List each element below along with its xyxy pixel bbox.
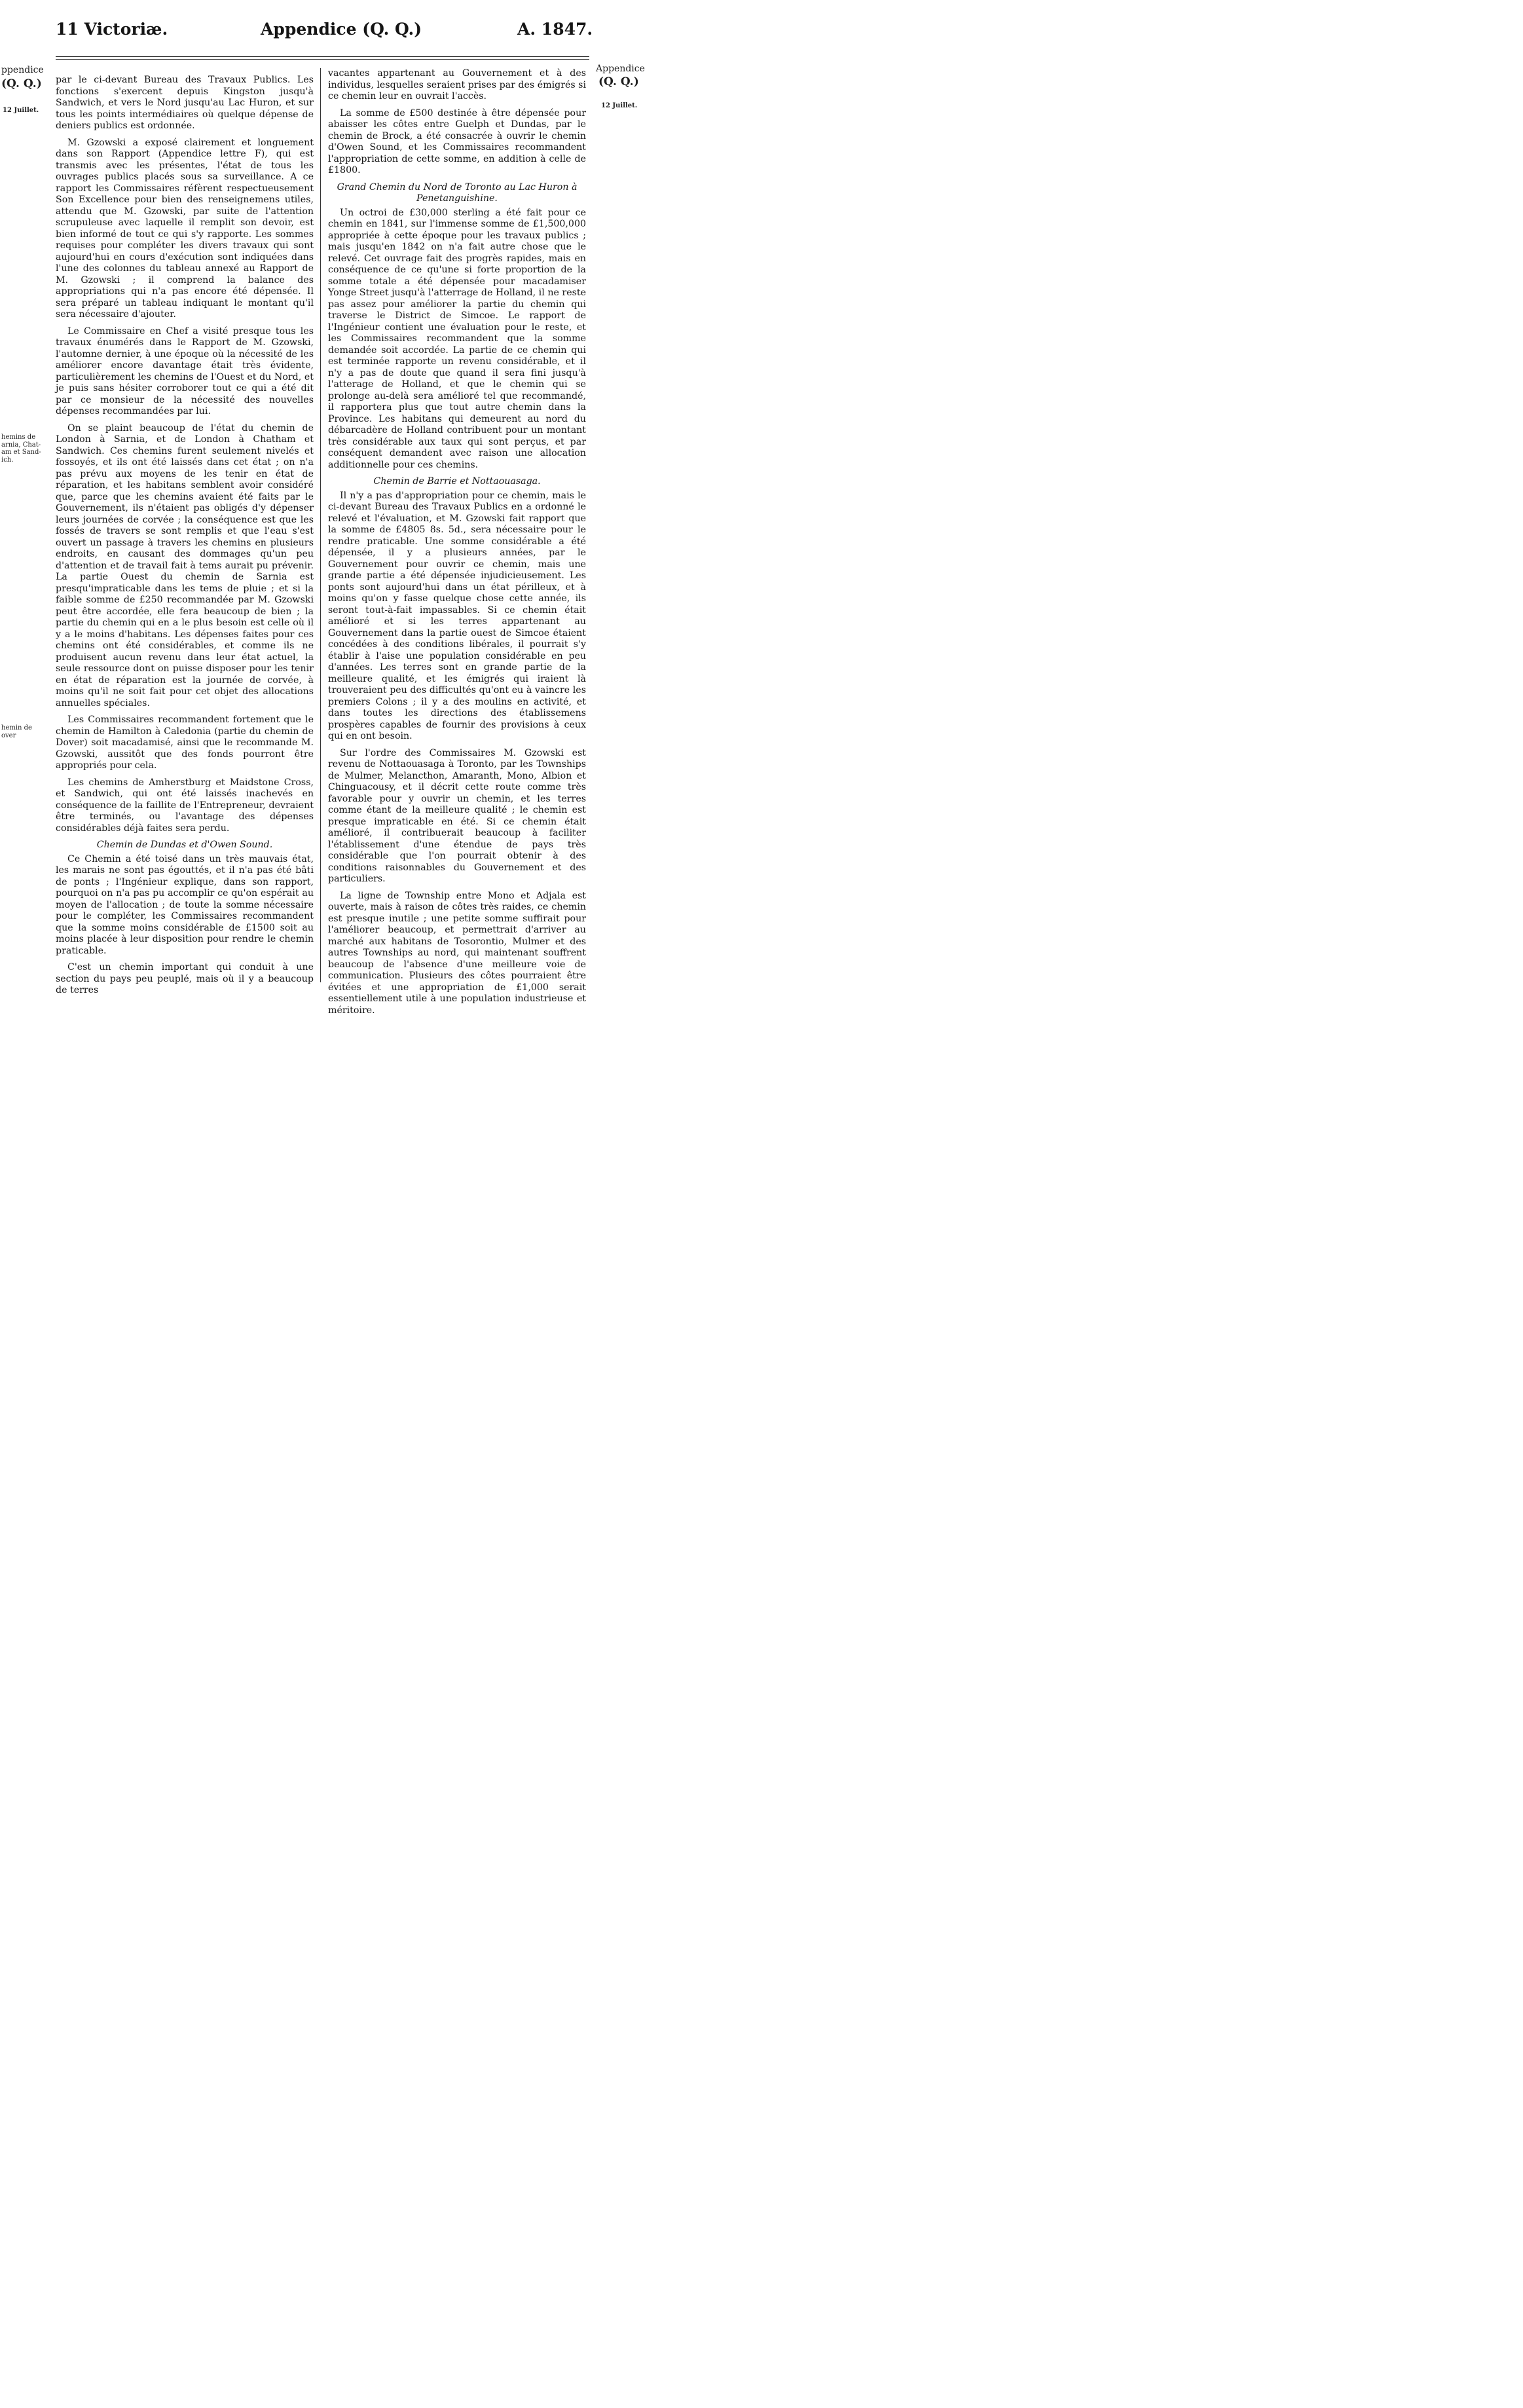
section-heading: Chemin de Dundas et d'Owen Sound. bbox=[96, 840, 273, 850]
paragraph: vacantes appartenant au Gouvernement et à des individus, lesquelles seraient prises par des émigrés si ce chemin leur en ouvrait l'accès. bbox=[328, 68, 586, 102]
left-column bbox=[56, 75, 314, 1002]
header-rule-top bbox=[56, 56, 589, 57]
paragraph: Sur l'ordre des Commissaires M. Gzowski est revenu de Nottaouasaga à Toronto, par les Townships de Mulmer, Melancthon, Amaranth, Mono, Albion et Chinguacousy, et il décrit cette route comme très favorable pour y ouvrir un chemin, et les terres comme étant de la meilleure qualité ; le chemin est presque impraticable en été. Si ce chemin était amélioré, il contribuerait beaucoup à faciliter l'établissement d'une étendue de pays très considérable que l'on pourrait obtenir à des conditions raisonnables du Gouvernement et des particuliers. bbox=[328, 747, 586, 884]
header-rule-bottom bbox=[56, 59, 589, 60]
margin-appendice-right: Appendice bbox=[596, 64, 645, 74]
paragraph: La somme de £500 destinée à être dépensée pour abaisser les côtes entre Guelph et Dundas, par le chemin de Brock, a été consacrée à ouvrir le chemin d'Owen Sound, et les Commissaires recommandent l'appropriation de cette somme, en addition à celle de £1800. bbox=[328, 107, 586, 176]
paragraph: Le Commissaire en Chef a visité presque tous les travaux énumérés dans le Rapport de M. Gzowski, l'automne dernier, à une époque où la nécessité de les améliorer encore davantage était très évidente, particulièrement les chemins de l'Ouest et du Nord, et je puis sans hésiter corroborer tout ce qui a été dit par ce monsieur de la nécessité des nouvelles dépenses recommandées par lui. bbox=[56, 325, 314, 417]
header-session: 11 Victoriæ. bbox=[56, 20, 168, 39]
paragraph: Ce Chemin a été toisé dans un très mauvais état, les marais ne sont pas égouttés, et il n'a pas été bâti de ponts ; l'Ingénieur explique, dans son rapport, pourquoi on n'a pas pu accomplir ce qu'on espérait au moyen de l'allocation ; de toute la somme nécessaire pour le compléter, les Commissaires recommandent que la somme moins considérable de £1500 soit au moins placée à leur disposition pour rendre le chemin praticable. bbox=[56, 853, 314, 956]
margin-qq-left: (Q. Q.) bbox=[1, 77, 42, 90]
paragraph: Les chemins de Amherstburg et Maidstone Cross, et Sandwich, qui ont été laissés inachevés en conséquence de la faillite de l'Entrepreneur, devraient être terminés, ou l'avantage des dépenses considérables déjà faites sera perdu. bbox=[56, 777, 314, 834]
header-year: A. 1847. bbox=[517, 20, 593, 39]
margin-date-right: 12 Juillet. bbox=[601, 102, 638, 109]
section-heading: Chemin de Barrie et Nottaouasaga. bbox=[373, 476, 541, 487]
paragraph: M. Gzowski a exposé clairement et longuement dans son Rapport (Appendice lettre F), qui est transmis avec les présentes, l'état de tous les ouvrages publics placés sous sa surveillance. A ce rapport les Commissaires réfèrent respectueusement Son Excellence pour bien des renseignemens utiles, attendu que M. Gzowski, par suite de l'attention scrupuleuse avec laquelle il remplit son devoir, est bien informé de tout ce qui s'y rapporte. Les sommes requises pour compléter les divers travaux qui sont aujourd'hui en cours d'exécution sont indiquées dans l'une des colonnes du tableau annexé au Rapport de M. Gzowski ; il comprend la balance des appropriations qui n'a pas encore été dépensée. Il sera préparé un tableau indiquant le montant qu'il sera nécessaire d'ajouter. bbox=[56, 137, 314, 320]
document-page bbox=[0, 0, 650, 1027]
margin-note-sarnia: hemins de arnia, Chat- am et Sand- ich. bbox=[1, 434, 41, 464]
margin-qq-right: (Q. Q.) bbox=[598, 75, 639, 88]
margin-appendice-left: ppendice bbox=[1, 65, 44, 75]
paragraph: La ligne de Township entre Mono et Adjala est ouverte, mais à raison de côtes très raides, ce chemin est presque inutile ; une petite somme suffirait pour l'améliorer beaucoup, et permettrait d'arriver au marché aux habitans de Tosorontio, Mulmer et des autres Townships au nord, qui maintenant souffrent beaucoup de l'absence d'une meilleure voie de communication. Plusieurs des côtes pourraient être évitées et une appropriation de £1,000 serait essentiellement utile à une population industrieuse et méritoire. bbox=[328, 890, 586, 1016]
paragraph: Il n'y a pas d'appropriation pour ce chemin, mais le ci-devant Bureau des Travaux Publics en a ordonné le relevé et l'évaluation, et M. Gzowski fait rapport que la somme de £4805 8s. 5d., sera nécessaire pour le rendre praticable. Une somme considérable a été dépensée, il y a plusieurs années, par le Gouvernement pour ouvrir ce chemin, mais une grande partie a été dépensée injudicieusement. Les ponts sont aujourd'hui dans un état périlleux, et à moins qu'on y fasse quelque chose cette année, ils seront tout-à-fait impassables. Si ce chemin était amélioré et si les terres appartenant au Gouvernement dans la partie ouest de Simcoe étaient concédées à des conditions libérales, il pourrait s'y établir à l'aise une population considérable en peu d'années. Les terres sont en grande partie de la meilleure qualité, et les émigrés qui iraient là trouveraient peu des difficultés qu'ont eu à vaincre les premiers Colons ; il y a des moulins en activité, et dans toutes les directions des établissemens prospères capables de fournir des provisions à ceux qui en ont besoin. bbox=[328, 490, 586, 741]
header-appendix-title: Appendice (Q. Q.) bbox=[261, 20, 422, 39]
paragraph: Les Commissaires recommandent fortement que le chemin de Hamilton à Caledonia (partie du chemin de Dover) soit macadamisé, ainsi que le recommande M. Gzowski, aussitôt que des fonds pourront être appropriés pour cela. bbox=[56, 714, 314, 771]
paragraph: On se plaint beaucoup de l'état du chemin de London à Sarnia, et de London à Chatham et Sandwich. Ces chemins furent seulement nivelés et fossoyés, et ils ont été laissés dans cet état ; on n'a pas prévu aux moyens de les tenir en état de réparation, et les habitans semblent avoir considéré que, parce que les chemins avaient été faits par le Gouvernement, ils n'étaient pas obligés d'y dépenser leurs journées de corvée ; la conséquence est que les fossés de travers se sont remplis et que l'eau s'est ouvert un passage à travers les chemins en plusieurs endroits, en causant des dommages qu'un peu d'attention et de travail fait à tems aurait pu prévenir. La partie Ouest du chemin de Sarnia est presqu'impraticable dans les tems de pluie ; et si la faible somme de £250 recommandée par M. Gzowski peut être accordée, elle fera beaucoup de bien ; la partie du chemin qui en a le plus besoin est celle où il y a le moins d'habitans. Les dépenses faites pour ces chemins ont été considérables, et comme ils ne produisent aucun revenu dans leur état actuel, la seule ressource dont on puisse disposer pour les tenir en état de réparation est la journée de corvée, à moins qu'il ne soit fait pour cet objet des allocations annuelles spéciales. bbox=[56, 422, 314, 709]
paragraph: par le ci-devant Bureau des Travaux Publics. Les fonctions s'exercent depuis Kingston jusqu'à Sandwich, et vers le Nord jusqu'au Lac Huron, et sur tous les points intermédiaires où quelque dépense de deniers publics est ordonnée. bbox=[56, 75, 314, 131]
section-heading: Grand Chemin du Nord de Toronto au Lac Huron à Penetanguishine. bbox=[337, 181, 578, 204]
column-divider bbox=[320, 68, 321, 982]
paragraph: Un octroi de £30,000 sterling a été fait pour ce chemin en 1841, sur l'immense somme de £1,500,000 appropriée à cette époque pour les travaux publics ; mais jusqu'en 1842 on n'a fait autre chose que le relevé. Cet ouvrage fait des progrès rapides, mais en conséquence de ce qu'une si forte proportion de la somme totale a été dépensée pour macadamiser Yonge Street jusqu'à l'atterrage de Holland, il ne reste pas assez pour améliorer la partie du chemin qui traverse le District de Simcoe. Le rapport de l'Ingénieur contient une évaluation pour le reste, et les Commissaires recommandent que la somme demandée soit accordée. La partie de ce chemin qui est terminée rapporte un revenu considérable, et il n'y a pas de doute que quand il sera fini jusqu'à l'atterage de Holland, et que le chemin qui se prolonge au-delà sera amélioré tel que recommandé, il rapportera plus que tout autre chemin dans la Province. Les habitans qui demeurent au nord du débarcadère de Holland contribuent pour un montant très considérable aux taux qui sont perçus, et par conséquent demandent avec raison une allocation additionnelle pour ces chemins. bbox=[328, 207, 586, 470]
margin-note-dover: hemin de over bbox=[1, 724, 32, 739]
right-column bbox=[328, 68, 586, 1022]
margin-date-left: 12 Juillet. bbox=[3, 107, 39, 114]
paragraph: C'est un chemin important qui conduit à une section du pays peu peuplé, mais où il y a beaucoup de terres bbox=[56, 962, 314, 995]
